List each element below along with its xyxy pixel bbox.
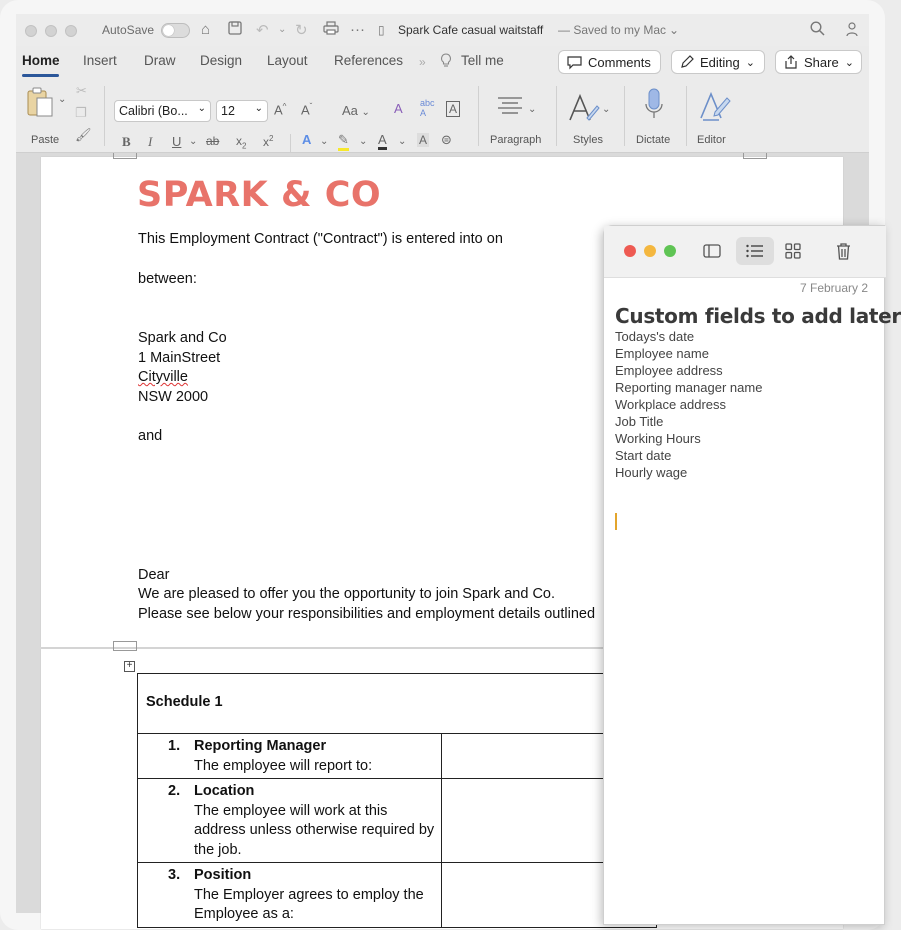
see-below-line: Please see below your responsibilities and employment details outlined <box>138 606 596 622</box>
close-window-button[interactable] <box>25 25 37 37</box>
company-line: Spark and Co <box>138 330 227 346</box>
font-size-value: 12 <box>221 104 235 118</box>
dear-line: Dear <box>138 567 170 583</box>
autosave-label: AutoSave <box>102 23 155 37</box>
tab-insert[interactable]: Insert <box>83 53 117 68</box>
home-ribbon <box>16 80 869 152</box>
subscript-icon[interactable]: $x_2$ <box>236 134 247 151</box>
clear-formatting-icon[interactable]: A <box>394 101 403 116</box>
intro-line: This Employment Contract ("Contract") is entered into on <box>138 231 503 247</box>
strikethrough-icon[interactable]: ab <box>206 134 220 148</box>
font-color-dropdown-icon[interactable]: ⌄ <box>398 136 407 147</box>
tab-design[interactable]: Design <box>200 53 243 68</box>
more-tabs-icon[interactable]: » <box>419 55 426 69</box>
paragraph-label: Paragraph <box>490 134 542 146</box>
autosave-toggle[interactable] <box>161 23 190 38</box>
paste-icon[interactable] <box>26 86 54 121</box>
list-item[interactable]: Employee name <box>615 346 709 361</box>
and-line: and <box>138 428 163 444</box>
list-view-icon[interactable] <box>736 237 774 265</box>
save-status: — Saved to my Mac <box>558 23 667 37</box>
divider <box>686 86 687 146</box>
undo-dropdown-icon[interactable]: ⌄ <box>278 24 287 35</box>
comment-icon <box>567 56 582 69</box>
notes-zoom-button[interactable] <box>664 245 676 257</box>
item-description: The employee will report to: <box>194 757 373 774</box>
text-effects-dropdown-icon[interactable]: ⌄ <box>320 136 329 147</box>
save-icon[interactable] <box>228 21 242 39</box>
underline-dropdown-icon[interactable]: ⌄ <box>189 136 198 147</box>
more-icon[interactable]: ··· <box>350 21 365 38</box>
share-icon <box>784 55 798 69</box>
trash-icon[interactable] <box>824 237 862 265</box>
zoom-window-button[interactable] <box>65 25 77 37</box>
italic-icon[interactable]: I <box>148 134 153 149</box>
divider <box>290 134 291 152</box>
table-row <box>138 779 657 863</box>
lightbulb-icon <box>440 53 452 71</box>
margin-marker <box>113 153 137 159</box>
minimize-window-button[interactable] <box>45 25 57 37</box>
home-icon[interactable]: ⌂ <box>201 21 211 38</box>
redo-icon[interactable]: ↻ <box>295 22 308 39</box>
undo-icon[interactable]: ↶ <box>256 22 269 39</box>
print-icon[interactable] <box>323 21 339 39</box>
account-icon[interactable] <box>843 21 859 41</box>
table-move-handle-icon[interactable]: + <box>124 661 135 672</box>
text-effects-icon[interactable]: A <box>302 132 312 147</box>
brand-heading: SPARK & CO <box>137 175 382 215</box>
comments-button[interactable] <box>558 50 661 74</box>
item-title: Reporting Manager <box>194 738 327 754</box>
notes-close-button[interactable] <box>624 245 636 257</box>
list-item[interactable]: Hourly wage <box>615 465 688 480</box>
styles-label: Styles <box>573 134 603 146</box>
change-case-icon[interactable]: Aa ⌄ <box>342 103 370 118</box>
paragraph-dropdown-icon[interactable]: ⌄ <box>528 104 537 115</box>
list-item[interactable]: Workplace address <box>615 397 727 412</box>
margin-marker <box>113 645 137 651</box>
chevron-down-icon: ⌄ <box>745 56 755 69</box>
editing-mode-button[interactable] <box>671 50 765 74</box>
enclose-characters-icon[interactable]: ⊜ <box>441 132 452 147</box>
dictate-label: Dictate <box>636 134 671 146</box>
underline-icon[interactable]: U <box>172 134 182 149</box>
divider <box>478 86 479 146</box>
notes-window <box>603 225 901 925</box>
city-line: Cityville <box>138 369 188 385</box>
divider <box>556 86 557 146</box>
styles-dropdown-icon[interactable]: ⌄ <box>602 104 611 115</box>
character-border-icon[interactable]: A <box>446 101 460 117</box>
active-tab-indicator <box>22 74 59 77</box>
item-number: 1. <box>168 738 181 754</box>
superscript-icon[interactable]: $x^2$ <box>263 134 274 149</box>
tab-references[interactable]: References <box>334 53 404 68</box>
table-row <box>138 863 657 928</box>
editor-icon[interactable] <box>699 90 731 125</box>
divider <box>624 86 625 146</box>
format-painter-icon[interactable]: 🖌 <box>75 127 92 142</box>
font-size-select[interactable] <box>216 100 268 122</box>
tell-me-search[interactable]: Tell me <box>461 53 504 68</box>
grow-font-icon[interactable]: A^ <box>274 102 287 118</box>
chevron-down-icon: ⌄ <box>254 103 263 114</box>
paste-dropdown-icon[interactable]: ⌄ <box>58 94 67 105</box>
text-cursor <box>615 513 617 530</box>
schedule-table <box>137 673 657 928</box>
paste-label: Paste <box>31 134 60 146</box>
chevron-down-icon: ⌄ <box>197 103 206 114</box>
character-shading-icon[interactable]: A <box>419 133 428 147</box>
styles-icon[interactable] <box>567 92 601 125</box>
list-item[interactable]: Reporting manager name <box>615 380 763 395</box>
pencil-icon <box>680 55 694 69</box>
note-date: 7 February 2 <box>800 281 869 295</box>
item-number: 3. <box>168 867 181 883</box>
gallery-view-icon[interactable] <box>774 237 812 265</box>
editor-label: Editor <box>697 134 726 146</box>
font-name-select[interactable] <box>114 100 211 122</box>
highlight-icon[interactable]: ✎ <box>338 132 349 151</box>
notes-minimize-button[interactable] <box>644 245 656 257</box>
highlight-dropdown-icon[interactable]: ⌄ <box>359 136 368 147</box>
table-cell[interactable] <box>138 863 442 928</box>
share-label: Share <box>804 54 839 70</box>
font-name-value: Calibri (Bo... <box>119 104 188 118</box>
table-cell[interactable] <box>138 779 442 863</box>
shrink-font-icon[interactable]: $A^ˇ$ <box>301 102 313 118</box>
title-chevron-icon[interactable]: ⌄ <box>669 23 680 37</box>
state-line: NSW 2000 <box>138 389 209 405</box>
item-title: Position <box>194 867 252 883</box>
tab-layout[interactable]: Layout <box>267 53 308 68</box>
editing-label: Editing <box>700 54 740 70</box>
paragraph-icon[interactable] <box>496 96 524 121</box>
tab-draw[interactable]: Draw <box>144 53 176 68</box>
cut-icon[interactable]: ✂ <box>76 83 87 98</box>
sidebar-toggle-icon[interactable] <box>693 237 731 265</box>
table-row <box>138 734 657 779</box>
note-field-list <box>615 328 762 481</box>
copy-icon[interactable]: ❐ <box>75 105 87 120</box>
tab-home[interactable]: Home <box>22 53 60 68</box>
title-bar <box>16 14 869 46</box>
list-item[interactable]: Todays's date <box>615 329 695 344</box>
share-button[interactable] <box>775 50 862 74</box>
divider <box>104 86 105 146</box>
comments-label: Comments <box>588 54 651 70</box>
item-description: The employee will work at this address unless otherwise required by the job. <box>194 802 435 858</box>
table-cell[interactable] <box>138 734 442 779</box>
item-title: Location <box>194 783 255 799</box>
list-item[interactable]: Employee address <box>615 363 723 378</box>
street-line: 1 MainStreet <box>138 350 221 366</box>
between-line: between: <box>138 271 197 287</box>
list-item[interactable]: Job Title <box>615 414 664 429</box>
item-number: 2. <box>168 783 181 799</box>
document-icon: ▯ <box>378 23 385 37</box>
document-title[interactable]: Spark Cafe casual waitstaff <box>398 23 544 37</box>
chevron-down-icon: ⌄ <box>844 56 854 69</box>
microphone-icon[interactable] <box>644 88 664 125</box>
item-description: The Employer agrees to employ the Employee as a: <box>194 886 424 922</box>
list-item[interactable]: Start date <box>615 448 672 463</box>
phonetic-guide-icon[interactable]: abc A <box>420 98 435 118</box>
search-icon[interactable] <box>810 21 825 40</box>
schedule-heading[interactable]: Schedule 1 <box>138 674 657 734</box>
note-title[interactable]: Custom fields to add later <box>615 304 901 328</box>
offer-line: We are pleased to offer you the opportunity to join Spark and Co. <box>138 586 556 602</box>
list-item[interactable]: Working Hours <box>615 431 701 446</box>
notes-toolbar <box>604 226 886 278</box>
bold-icon[interactable]: B <box>122 134 131 149</box>
font-color-icon[interactable]: A <box>378 132 387 150</box>
margin-marker <box>743 153 767 159</box>
